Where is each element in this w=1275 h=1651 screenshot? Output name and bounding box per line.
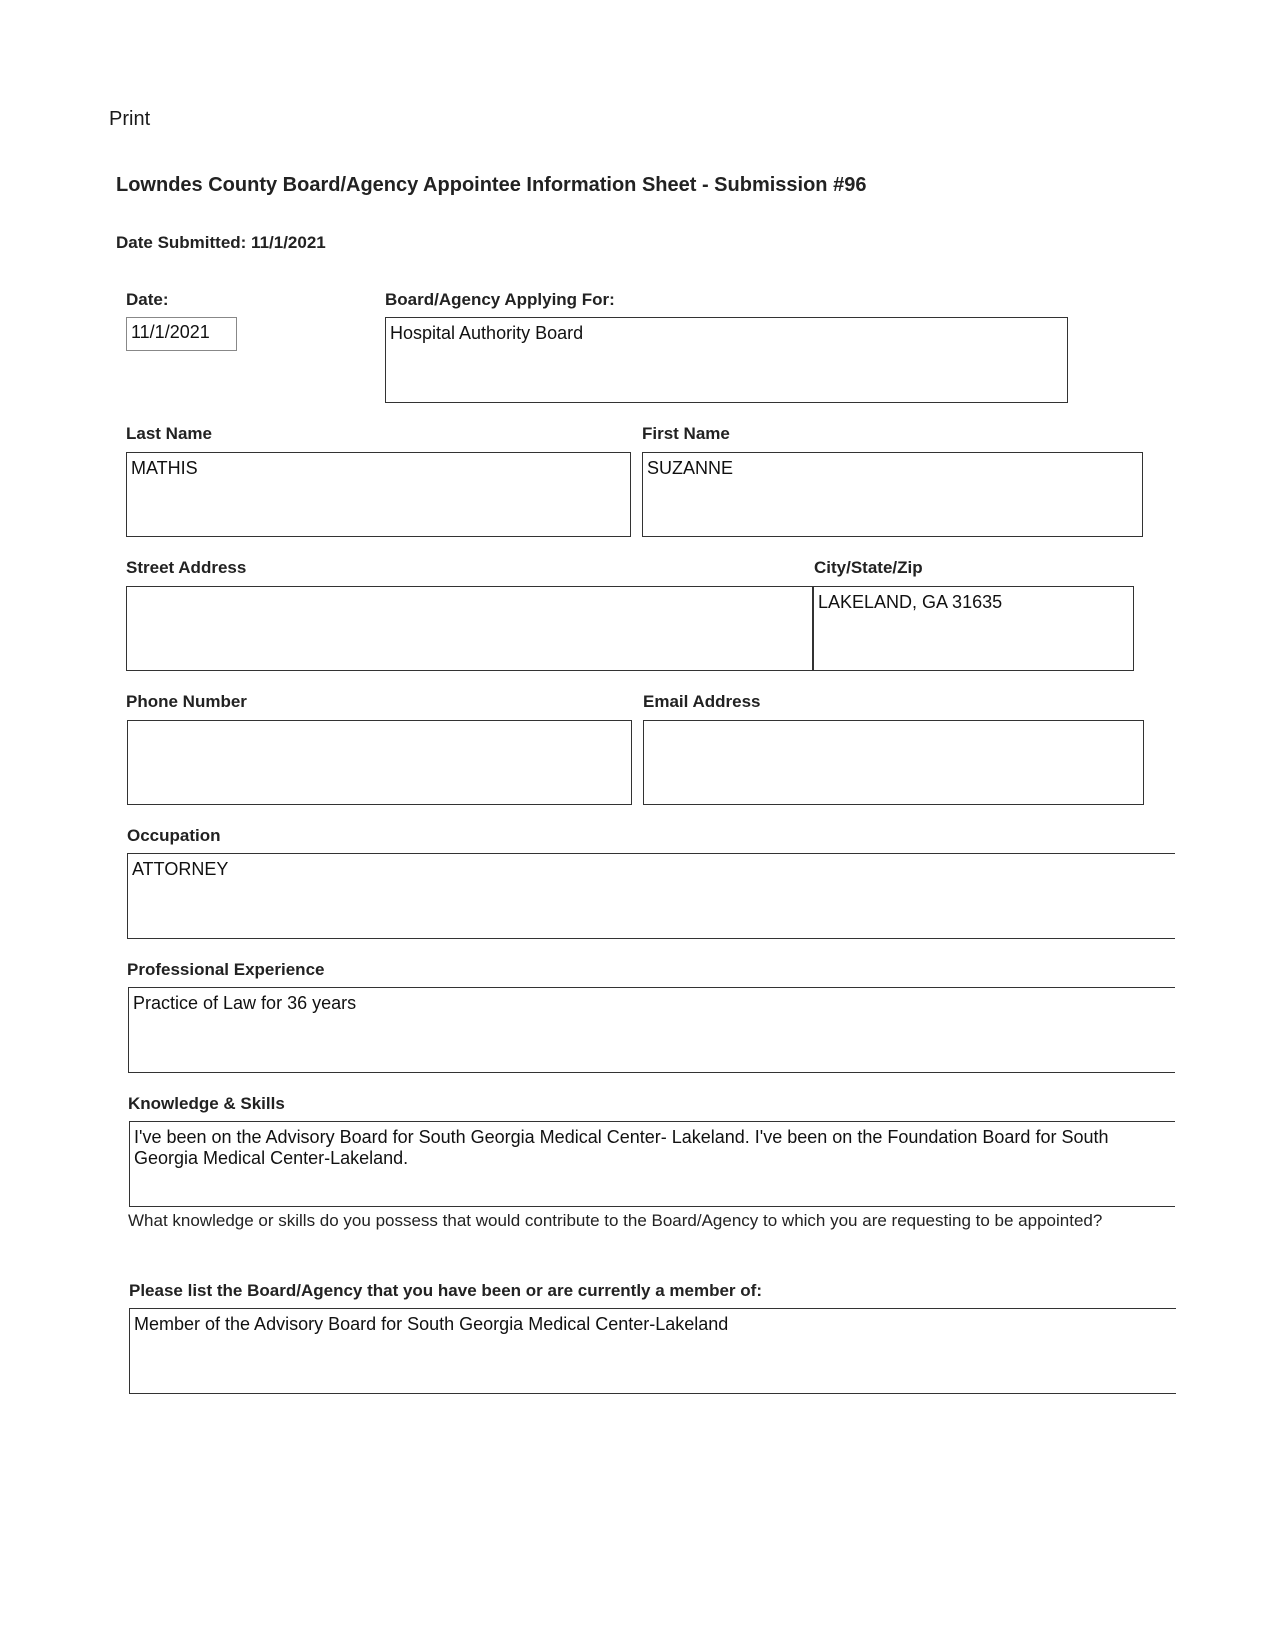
board-applying-label: Board/Agency Applying For:	[385, 290, 615, 309]
first-name-field[interactable]	[642, 452, 1143, 537]
email-address-field[interactable]	[643, 720, 1144, 805]
date-value: 11/1/2021	[131, 322, 210, 342]
boards-member-of-field[interactable]	[129, 1308, 1176, 1394]
street-address-field[interactable]	[126, 586, 813, 671]
professional-experience-label: Professional Experience	[127, 960, 325, 979]
occupation-label: Occupation	[127, 826, 221, 845]
board-applying-field[interactable]	[385, 317, 1068, 403]
board-applying-value: Hospital Authority Board	[390, 323, 584, 343]
city-state-zip-value: LAKELAND, GA 31635	[818, 592, 1003, 612]
page-title: Lowndes County Board/Agency Appointee Information Sheet - Submission #96	[116, 174, 867, 196]
first-name-label: First Name	[642, 424, 730, 443]
boards-member-of-value: Member of the Advisory Board for South Georgia Medical Center-Lakeland	[134, 1314, 729, 1334]
phone-number-label: Phone Number	[126, 692, 247, 711]
knowledge-skills-value: I've been on the Advisory Board for South Georgia Medical Center- Lakeland. I've been on the Foundation Board for South Georgia Medical Center-Lakeland.	[134, 1127, 1114, 1168]
date-field[interactable]	[126, 317, 237, 351]
knowledge-skills-label: Knowledge & Skills	[128, 1094, 285, 1113]
occupation-field[interactable]	[127, 853, 1175, 939]
knowledge-skills-field[interactable]	[129, 1121, 1175, 1207]
date-submitted: Date Submitted: 11/1/2021	[116, 233, 326, 252]
boards-member-of-label: Please list the Board/Agency that you have been or are currently a member of:	[129, 1281, 762, 1300]
city-state-zip-field[interactable]	[813, 586, 1134, 671]
last-name-label: Last Name	[126, 424, 212, 443]
occupation-value: ATTORNEY	[132, 859, 229, 879]
professional-experience-value: Practice of Law for 36 years	[133, 993, 357, 1013]
phone-number-field[interactable]	[127, 720, 632, 805]
last-name-value: MATHIS	[131, 458, 198, 478]
professional-experience-field[interactable]	[128, 987, 1175, 1073]
date-label: Date:	[126, 290, 169, 309]
first-name-value: SUZANNE	[647, 458, 734, 478]
street-address-label: Street Address	[126, 558, 247, 577]
city-state-zip-label: City/State/Zip	[814, 558, 923, 577]
print-link[interactable]: Print	[109, 108, 151, 130]
last-name-field[interactable]	[126, 452, 631, 537]
email-address-label: Email Address	[643, 692, 761, 711]
knowledge-skills-hint: What knowledge or skills do you possess that would contribute to the Board/Agency to which you are requesting to be appointed?	[128, 1211, 1103, 1230]
